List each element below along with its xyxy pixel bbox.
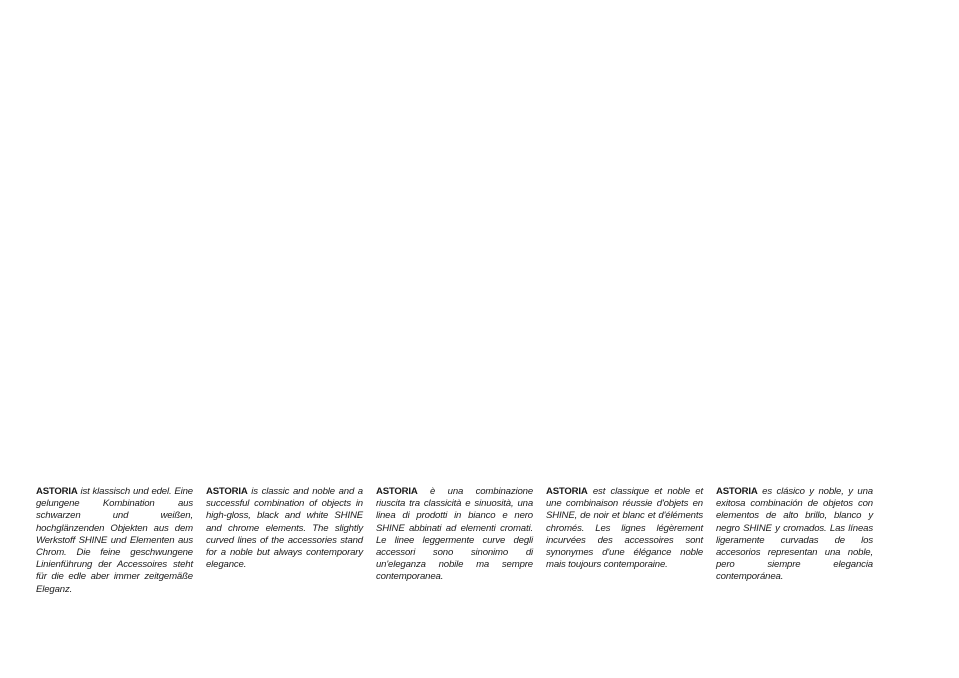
brand-name: ASTORIA: [376, 486, 418, 497]
paragraph-text: ist klassisch und edel. Eine gelungene Kombination aus schwarzen und weißen, hochglänzenden Objekten aus dem Werkstoff SHINE und Elementen aus Chrom. Die feine geschwungene Linienführung der Accessoires steht für die edle aber immer zeitgemäße Eleganz.: [36, 486, 193, 595]
paragraph-italian: [376, 486, 533, 596]
paragraph-text: est classique et noble et une combinaison réussie d'objets en SHINE, de noir et blanc et d'éléments chromés. Les lignes légèrement incurvées des accessoires sont synonymes d'une élégance noble mais toujours contemporaine.: [546, 486, 703, 571]
paragraph-text: es clásico y noble, y una exitosa combinación de objetos con elementos de alto brillo, blanco y negro SHINE y cromados. Las líneas ligeramente curvadas de los accesorios representan una noble, pero siempre elegancia contemporánea.: [716, 486, 873, 583]
paragraph-text: is classic and noble and a successful combination of objects in high-gloss, black and white SHINE and chrome elements. The slightly curved lines of the accessories stand for a noble but always contemporary elegance.: [206, 486, 363, 571]
brand-name: ASTORIA: [206, 486, 248, 497]
paragraph-text: è una combinazione riuscita tra classicità e sinuosità, una linea di prodotti in bianco e nero SHINE abbinati ad elementi cromati. Le linee leggermente curve degli accessori sono sinonimo di un'eleganza nobile ma sempre contemporanea.: [376, 486, 533, 583]
paragraph-spanish: [716, 486, 873, 596]
paragraph-german: [36, 486, 193, 596]
paragraph-french: [546, 486, 703, 596]
brand-name: ASTORIA: [716, 486, 758, 497]
brand-name: ASTORIA: [546, 486, 588, 497]
paragraph-english: [206, 486, 363, 596]
brand-name: ASTORIA: [36, 486, 78, 497]
multilingual-description: [36, 486, 874, 596]
